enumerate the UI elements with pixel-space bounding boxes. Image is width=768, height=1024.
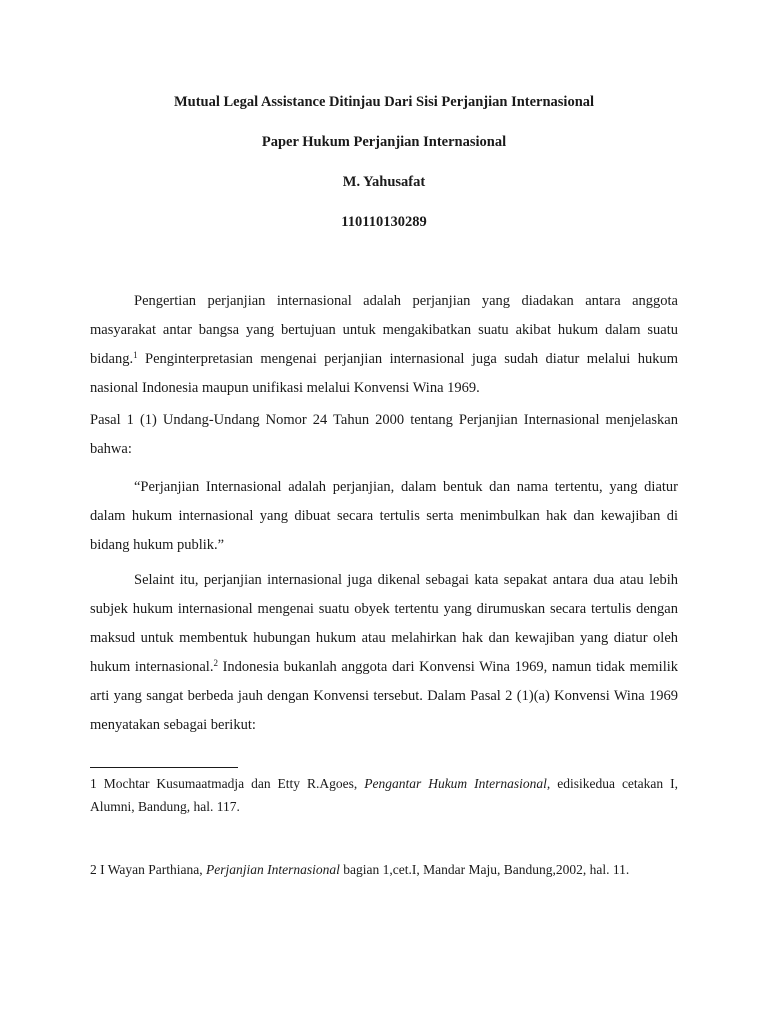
footnote-2 — [90, 858, 678, 881]
footnote-1 — [90, 772, 678, 818]
student-id: 110110130289 — [341, 214, 427, 230]
paragraph-text: Pasal 1 (1) Undang-Undang Nomor 24 Tahun 2000 tentang Perjanjian Internasional menjelaskan bahwa: — [90, 412, 678, 457]
footnote-text: 1 Mochtar Kusumaatmadja dan Etty R.Agoes, — [90, 776, 365, 791]
paragraph-quote — [90, 473, 678, 560]
footnote-text: 2 I Wayan Parthiana, — [90, 862, 207, 877]
paragraph-definition — [90, 287, 678, 403]
footnote-book-title: Pengantar Hukum Internasional — [364, 776, 547, 791]
footnote-ref-1: 1 — [133, 350, 138, 360]
footnote-text: bagian 1,cet.I, Mandar Maju, Bandung,2002, hal. 11. — [339, 862, 630, 877]
paragraph-text: Pengertian perjanjian internasional adalah perjanjian yang diadakan antara anggota masyarakat antar bangsa yang bertujuan untuk mengakibatkan suatu akibat hukum dalam suatu bidang. — [90, 293, 678, 367]
footnote-text: , edisikedua cetakan I, Alumni, Bandung, hal. 117. — [90, 776, 678, 814]
paragraph-text: Selaint itu, perjanjian internasional juga dikenal sebagai kata sepakat antara dua atau lebih subjek hukum internasional mengenai suatu obyek tertentu yang dirumuskan secara tertulis dengan maksud untuk membentuk hubungan hukum atau melahirkan hak dan kewajiban yang diatur oleh hukum internasional. — [90, 572, 678, 675]
author-name: M. Yahusafat — [342, 174, 426, 190]
paragraph-vienna-convention — [90, 566, 678, 740]
footnote-divider — [90, 767, 238, 768]
footnote-book-title: Perjanjian Internasional — [206, 862, 340, 877]
document-subtitle: Paper Hukum Perjanjian Internasional — [261, 134, 507, 150]
document-title: Mutual Legal Assistance Ditinjau Dari Sisi Perjanjian Internasional — [173, 94, 595, 110]
footnote-ref-2: 2 — [213, 658, 218, 668]
paragraph-law-reference — [90, 406, 678, 464]
paragraph-text: Penginterpretasian mengenai perjanjian internasional juga sudah diatur melalui hukum nasional Indonesia maupun unifikasi melalui Konvensi Wina 1969. — [90, 351, 678, 396]
quote-text: “Perjanjian Internasional adalah perjanjian, dalam bentuk dan nama tertentu, yang diatur dalam hukum internasional yang dibuat secara tertulis serta menimbulkan hak dan kewajiban di bidang hukum publik.” — [90, 479, 678, 553]
paragraph-text: Indonesia bukanlah anggota dari Konvensi Wina 1969, namun tidak memilik arti yang sangat berbeda jauh dengan Konvensi tersebut. Dalam Pasal 2 (1)(a) Konvensi Wina 1969 menyatakan sebagai berikut: — [90, 659, 678, 733]
